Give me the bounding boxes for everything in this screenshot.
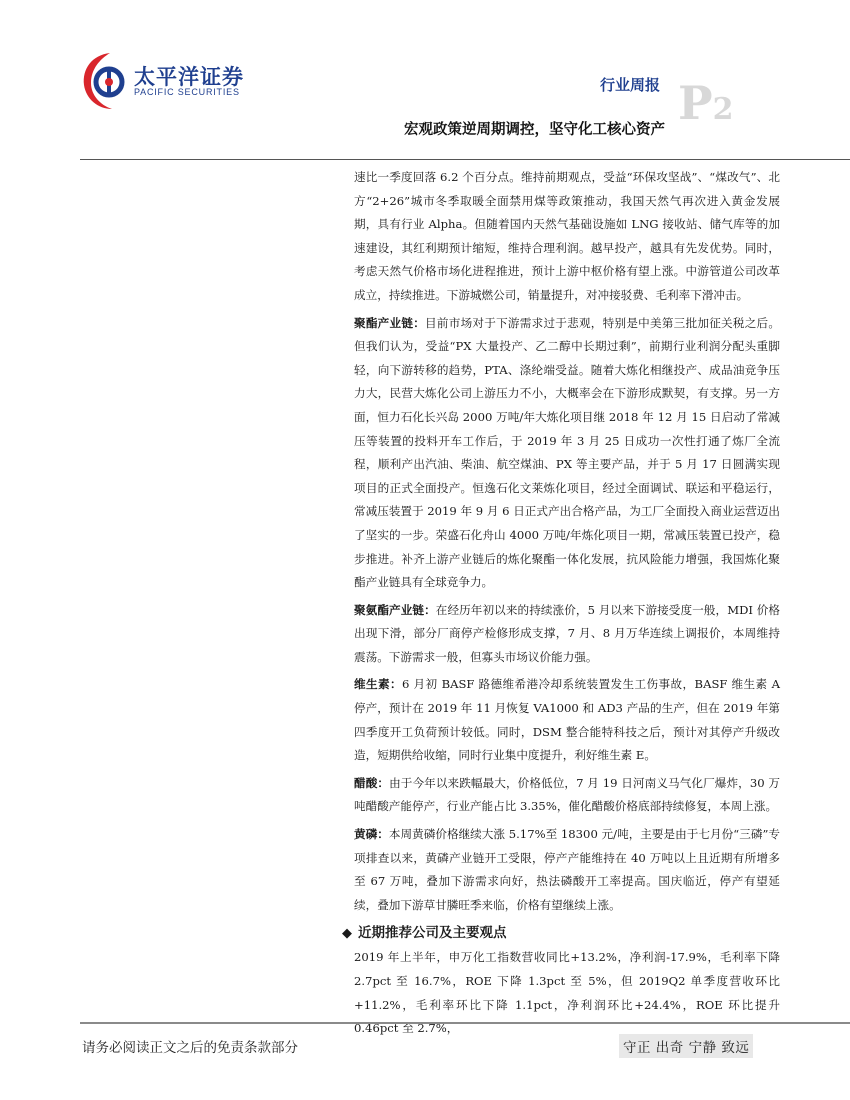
report-body: [342, 166, 780, 1045]
yellow-phosphorus-text: 本周黄磷价格继续大涨 5.17%至 18300 元/吨，主要是由于七月份“三磷”专项排查以来，黄磷产业链开工受限，停产产能维持在 40 万吨以上且近期有所增多至 67 万吨，叠加下游需求向好，热法磷酸开工率提高。国庆临近，停产有望延续，叠加下游草甘膦旺季来临，价格有望继续上涨。: [354, 827, 780, 912]
paragraph-polyester: [354, 312, 780, 595]
page-label: [678, 76, 734, 133]
section-heading-text: 近期推荐公司及主要观点: [358, 925, 507, 942]
vitamin-text: 6 月初 BASF 路德维希港冷却系统装置发生工伤事故，BASF 维生素 A 停产，预计在 2019 年 11 月恢复 VA1000 和 AD3 产品的生产，但在 2019 年第四季度开工负荷预计较低。同时，DSM 整合能特科技之后，预计对其停产升级改造，短期供给收缩，同时行业集中度提升，利好维生素 E。: [354, 677, 780, 763]
logo-chinese-name: 太平洋证券: [134, 65, 244, 89]
footer-motto: 守正 出奇 宁静 致远: [619, 1034, 753, 1058]
footer-disclaimer: 请务必阅读正文之后的免责条款部分: [82, 1040, 298, 1056]
report-type: 行业周报: [600, 76, 661, 94]
report-title: 宏观政策逆周期调控，坚守化工核心资产: [404, 121, 665, 138]
diamond-bullet-icon: ◆: [342, 926, 352, 942]
acetic-acid-text: 由于今年以来跌幅最大，价格低位，7 月 19 日河南义马气化厂爆炸，30 万吨醋酸产能停产，行业产能占比 3.35%，催化醋酸价格底部持续修复，本周上涨。: [354, 775, 780, 814]
page-letter: P: [678, 76, 713, 130]
polyurethane-label: 聚氨酯产业链：: [354, 602, 436, 617]
paragraph-yellow-phosphorus: [354, 823, 780, 917]
company-logo: [80, 47, 260, 113]
page-number: 2: [712, 92, 734, 127]
paragraph-polyurethane: [354, 599, 780, 670]
paragraph-acetic-acid: [354, 772, 780, 819]
footer-divider: [80, 1022, 850, 1024]
polyurethane-text: 在经历年初以来的持续涨价，5 月以来下游接受度一般，MDI 价格出现下滑，部分厂商停产检修形成支撑，7 月、8 月万华连续上调报价，本周维持震荡。下游需求一般，但寡头市场议价能力强。: [354, 602, 780, 664]
paragraph-natural-gas: 速比一季度回落 6.2 个百分点。维持前期观点，受益“环保攻坚战”、“煤改气”、北方“2+26”城市冬季取暖全面禁用煤等政策推动，我国天然气再次进入黄金发展期，具有行业 Alpha。但随着国内天然气基础设施如 LNG 接收站、储气库等的加速建设，其红利期预计缩短，维持合理利润。越早投产，越具有先发优势。同时，考虑天然气价格市场化进程推进，预计上游中枢价格有望上涨。中游管道公司改革成立，持续推进。下游城燃公司，销量提升，对冲接驳费、毛利率下滑冲击。: [354, 170, 780, 302]
section-heading: [342, 921, 780, 946]
polyester-label: 聚酯产业链：: [354, 315, 426, 330]
polyester-text: 目前市场对于下游需求过于悲观，特别是中美第三批加征关税之后。但我们认为，受益“PX 大量投产、乙二醇中长期过剩”，前期行业利润分配头重脚轻，向下游转移的趋势，PTA、涤纶端受益。随着大炼化相继投产、成品油竞争压力大，民营大炼化公司上游压力不小，大概率会在下游形成默契，有支撑。另一方面，恒力石化长兴岛 2000 万吨/年大炼化项目继 2018 年 12 月 15 日启动了常减压等装置的投料开车工作后，于 2019 年 3 月 25 日成功一次性打通了炼厂全流程，顺利产出汽油、柴油、航空煤油、PX 等主要产品，并于 5 月 17 日圆满实现项目的正式全面投产。恒逸石化文莱炼化项目，经过全面调试、联运和平稳运行，常减压装置于 2019 年 9 月 6 日正式产出合格产品，为工厂全面投入商业运营迈出了坚实的一步。荣盛石化舟山 4000 万吨/年炼化项目一期，常减压装置已投产，稳步推进。补齐上游产业链后的炼化聚酯一体化发展，抗风险能力增强，我国炼化聚酯产业链具有全球竞争力。: [354, 315, 780, 590]
company-emblem-icon: [80, 47, 130, 113]
header-divider: [80, 159, 850, 160]
paragraph-summary: 2019 年上半年，申万化工指数营收同比+13.2%，净利润-17.9%，毛利率下降 2.7pct 至 16.7%，ROE 下降 1.3pct 至 5%，但 2019Q2 单季度营收环比+11.2%，毛利率环比下降 1.1pct，净利润环比+24.4%，ROE 环比提升 0.46pct 至 2.7%，: [354, 950, 780, 1036]
acetic-acid-label: 醋酸：: [354, 775, 390, 790]
logo-english-name: PACIFIC SECURITIES: [134, 87, 240, 97]
paragraph-vitamin: [354, 673, 780, 767]
yellow-phosphorus-label: 黄磷：: [354, 827, 389, 842]
vitamin-label: 维生素：: [354, 677, 403, 692]
